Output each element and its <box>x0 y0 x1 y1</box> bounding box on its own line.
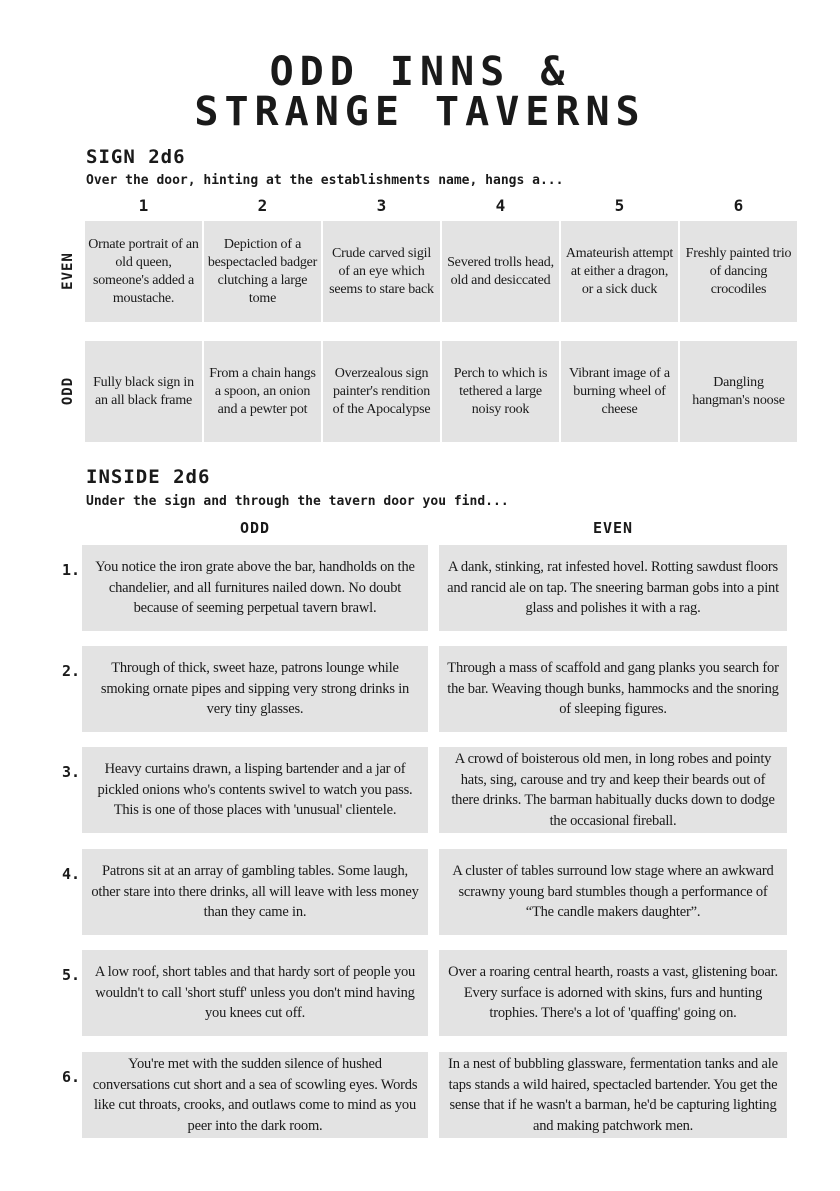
inside-cell-odd <box>82 646 428 732</box>
sign-cell <box>323 341 440 442</box>
sign-cell <box>680 221 797 322</box>
sign-row-label: EVEN <box>60 251 76 290</box>
inside-column-even: EVEN <box>592 519 634 537</box>
inside-cell-even <box>439 849 787 935</box>
sign-cell-text: Depiction of a bespectacled badger clutching a large tome <box>207 236 318 306</box>
inside-row-number: 5. <box>62 966 81 984</box>
inside-intro: Under the sign and through the tavern door you find... <box>86 494 509 509</box>
sign-heading: SIGN 2d6 <box>86 146 186 168</box>
inside-cell-text: A dank, stinking, rat infested hovel. Rotting sawdust floors and rancid ale on tap. The sneering barman gobs into a pint glass and polishes it with a rag. <box>447 559 779 617</box>
inside-cell-even <box>439 646 787 732</box>
sign-cell <box>680 341 797 442</box>
inside-row-number: 4. <box>62 865 81 883</box>
page-title-line-1: ODD INNS & <box>269 49 571 95</box>
inside-cell-text: Through of thick, sweet haze, patrons lounge while smoking ornate pipes and sipping very strong drinks in very tiny glasses. <box>100 660 410 718</box>
inside-cell-text: Heavy curtains drawn, a lisping bartender and a jar of pickled onions who's contents swivel to watch you pass. This is one of those places with 'unusual' clientele. <box>97 761 413 819</box>
sign-cell <box>85 221 202 322</box>
inside-cell-text: A cluster of tables surround low stage where an awkward scrawny young bard stumbles though a performance of “The candle makers daughter”. <box>452 863 774 921</box>
inside-cell-even <box>439 1052 787 1138</box>
sign-intro: Over the door, hinting at the establishments name, hangs a... <box>86 173 564 188</box>
sign-cell-text: Vibrant image of a burning wheel of cheese <box>569 365 670 417</box>
sign-cell <box>561 221 678 322</box>
sign-column-number: 5 <box>614 196 625 215</box>
sign-cell-text: Fully black sign in an all black frame <box>93 374 194 408</box>
inside-cell-even <box>439 545 787 631</box>
sign-column-number: 6 <box>733 196 744 215</box>
inside-cell-odd <box>82 1052 428 1138</box>
sign-cell <box>561 341 678 442</box>
inside-cell-even <box>439 747 787 833</box>
inside-cell-odd <box>82 545 428 631</box>
sign-column-number: 2 <box>257 196 268 215</box>
sign-row-label: ODD <box>60 376 76 405</box>
sign-cell-text: Crude carved sigil of an eye which seems to stare back <box>329 245 434 297</box>
page-title-line-2: STRANGE TAVERNS <box>194 89 646 135</box>
sign-cell <box>85 341 202 442</box>
inside-cell-text: You're met with the sudden silence of hushed conversations cut short and a sea of scowling eyes. Words like cut throats, crooks, and outlaws come to mind as you peer into the dark room. <box>92 1056 418 1134</box>
inside-cell-text: In a nest of bubbling glassware, fermentation tanks and ale taps stands a wild haired, spectacled bartender. You get the sense that if he wasn't a barman, he'd be capturing lighting and making patchwork men. <box>448 1056 778 1134</box>
sign-cell-text: Ornate portrait of an old queen, someone's added a moustache. <box>88 236 199 306</box>
sign-column-number: 3 <box>376 196 387 215</box>
sign-cell-text: Severed trolls head, old and desiccated <box>447 254 554 288</box>
sign-cell-text: Freshly painted trio of dancing crocodiles <box>685 245 792 297</box>
sign-cell <box>442 341 559 442</box>
inside-cell-text: You notice the iron grate above the bar, handholds on the chandelier, and all furnitures nailed down. No doubt because of seeming perpetual tavern brawl. <box>95 559 415 617</box>
sign-cell-text: Perch to which is tethered a large noisy rook <box>453 365 548 417</box>
inside-cell-text: Patrons sit at an array of gambling tables. Some laugh, other stare into there drinks, all will leave with less money than they came in. <box>91 863 419 921</box>
sign-column-number: 4 <box>495 196 506 215</box>
inside-row-number: 3. <box>62 763 81 781</box>
inside-cell-even <box>439 950 787 1036</box>
inside-cell-odd <box>82 849 428 935</box>
sign-cell-text: Dangling hangman's noose <box>692 374 785 408</box>
inside-cell-text: A low roof, short tables and that hardy sort of people you wouldn't to call 'short stuff' unless you don't mind having you knees cut off. <box>94 964 416 1022</box>
sign-cell <box>204 221 321 322</box>
sign-cell <box>323 221 440 322</box>
sign-cell-text: Overzealous sign painter's rendition of the Apocalypse <box>332 365 431 417</box>
inside-heading: INSIDE 2d6 <box>86 466 211 488</box>
inside-cell-text: Over a roaring central hearth, roasts a vast, glistening boar. Every surface is adorned with skins, furs and hunting trophies. There's a lot of 'quaffing' going on. <box>448 964 778 1022</box>
sign-cell-text: From a chain hangs a spoon, an onion and a pewter pot <box>209 365 316 417</box>
inside-cell-text: A crowd of boisterous old men, in long robes and pointy hats, sing, carouse and try and keep their beards out of there drinks. The barman habitually ducks down to dodge the occasional fireball. <box>451 751 775 829</box>
inside-row-number: 1. <box>62 561 81 579</box>
inside-cell-odd <box>82 950 428 1036</box>
inside-cell-text: Through a mass of scaffold and gang planks you search for the bar. Weaving though bunks, hammocks and the snoring of sleeping figures. <box>447 660 779 718</box>
inside-row-number: 2. <box>62 662 81 680</box>
inside-row-number: 6. <box>62 1068 81 1086</box>
inside-column-odd: ODD <box>239 519 271 537</box>
sign-cell-text: Amateurish attempt at either a dragon, or a sick duck <box>565 245 674 297</box>
sign-column-number: 1 <box>138 196 149 215</box>
inside-cell-odd <box>82 747 428 833</box>
sign-cell <box>204 341 321 442</box>
sign-cell <box>442 221 559 322</box>
